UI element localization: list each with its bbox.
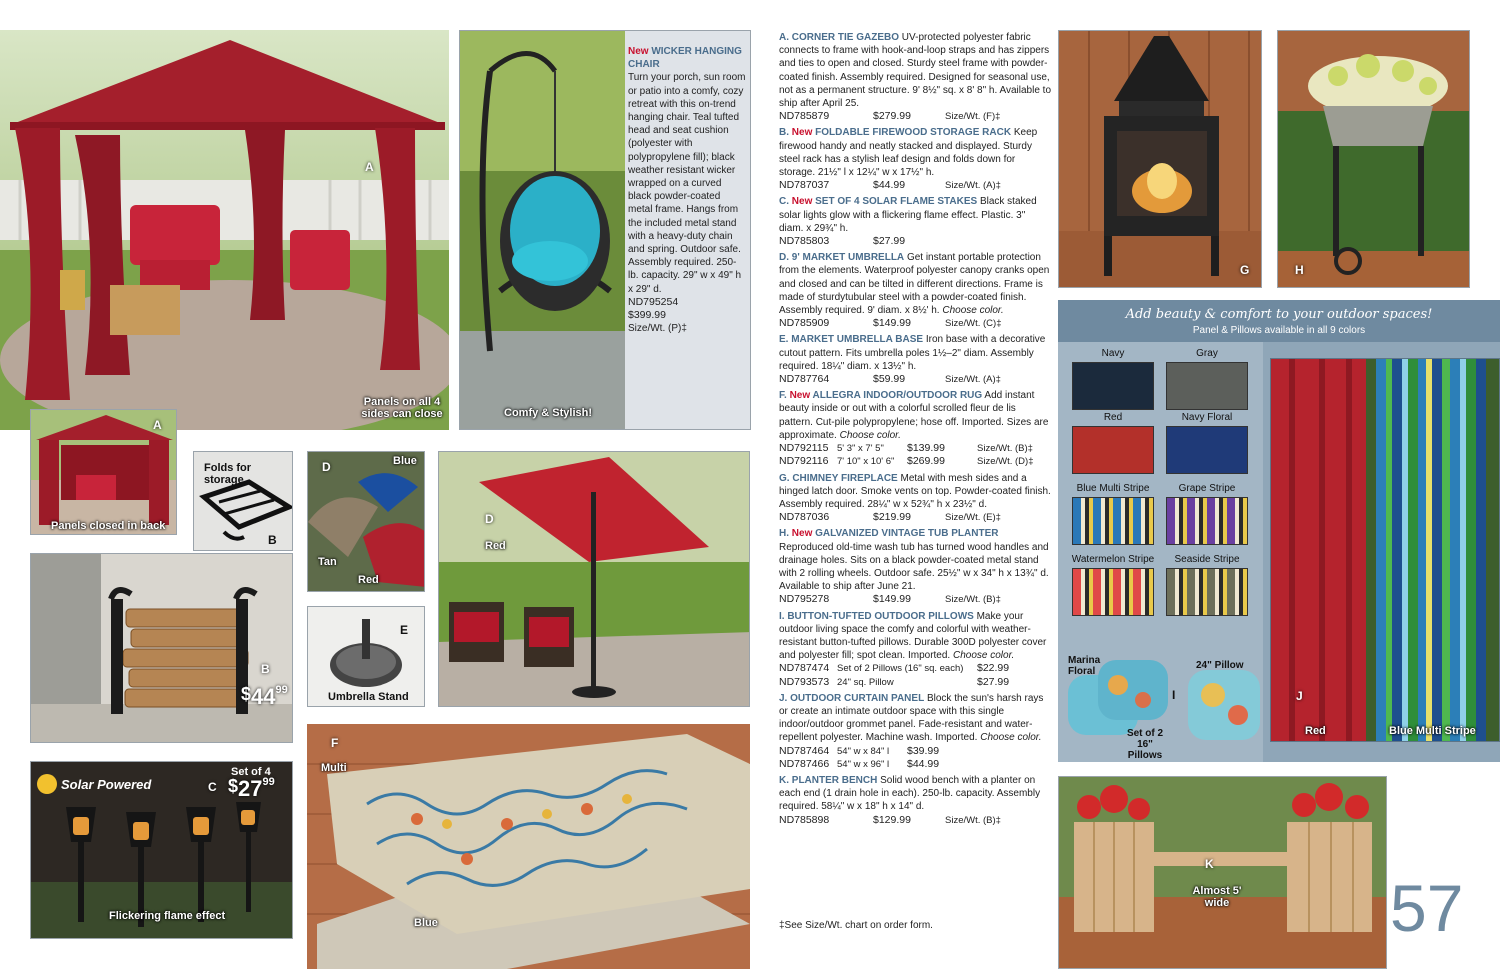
swatch-label: Watermelon Stripe bbox=[1071, 554, 1155, 565]
item-desc: UV-protected polyester fabric connects to frame with hook-and-loop straps and has zippers and ties to open and closed. Sturdy steel frame with powder-coated finish. Assembly required. Designed for seasonal use, not as a permanent structure. 9' 8½" sq. x 8' 8" h. Available to ship after April 25. bbox=[779, 32, 1052, 110]
product-item bbox=[779, 31, 1051, 123]
item-heading: D. 9' MARKET UMBRELLA bbox=[779, 252, 905, 264]
solar-photo bbox=[30, 761, 293, 939]
item-heading: C. New SET OF 4 SOLAR FLAME STAKES bbox=[779, 196, 978, 208]
chair-illustration bbox=[460, 31, 625, 430]
curtain-left-label: Red bbox=[1305, 725, 1326, 737]
swatch-subhead: Panel & Pillows available in all 9 colors bbox=[1192, 325, 1366, 336]
rug-photo bbox=[307, 724, 750, 969]
planter-photo bbox=[1277, 30, 1470, 288]
curtain-right-label: Blue Multi Stripe bbox=[1389, 725, 1476, 737]
umbrella-color-blue: Blue bbox=[393, 455, 417, 467]
chair-title: New WICKER HANGING CHAIR bbox=[628, 46, 742, 71]
umbrella-stand-photo bbox=[307, 606, 425, 707]
color-swatch[interactable] bbox=[1072, 497, 1154, 545]
fireplace-photo bbox=[1058, 30, 1262, 288]
item-choose: Choose color. bbox=[839, 429, 901, 441]
color-swatch[interactable] bbox=[1072, 568, 1154, 616]
swatch-label: Grape Stripe bbox=[1178, 483, 1236, 494]
curtain-illustration bbox=[1271, 359, 1500, 742]
product-item bbox=[779, 195, 1051, 248]
pillow-right-label: 24" Pillow bbox=[1196, 660, 1244, 671]
item-choose: Choose color. bbox=[952, 650, 1015, 662]
rug-illustration bbox=[307, 724, 750, 969]
rack-photo bbox=[30, 553, 293, 743]
color-swatch[interactable] bbox=[1072, 426, 1154, 474]
product-item bbox=[779, 527, 1051, 606]
footnote: ‡See Size/Wt. chart on order form. bbox=[779, 920, 933, 931]
swatch-label: Navy bbox=[1101, 348, 1125, 359]
sku-row: ND792115 5' 3" x 7' 5" $139.99 Size/Wt. (B)‡ bbox=[779, 442, 1033, 455]
sku-row: ND787474 Set of 2 Pillows (16" sq. each) $22.99 bbox=[779, 662, 1010, 675]
item-desc: Add instant beauty inside or out with a colorful scrolled fleur de lis pattern. Cut-pile polypropylene; hose off. Imported. Sizes are approximate. bbox=[779, 390, 1049, 441]
swatch-label: Seaside Stripe bbox=[1174, 554, 1240, 565]
item-heading: A. CORNER TIE GAZEBO bbox=[779, 32, 900, 43]
solar-badge: Solar Powered bbox=[61, 777, 152, 792]
umbrella-stand-letter: E bbox=[400, 623, 409, 637]
chair-caption: Comfy & Stylish! bbox=[504, 407, 593, 419]
gazebo-photo bbox=[0, 30, 449, 430]
chair-desc: Turn your porch, sun room or patio into a comfy, cozy retreat with this on-trend hanging chair. Teal tufted head and seat cushion (polyester with polypropylene fill); black weather resistant wicker wrapped on a curved black powder-coated metal frame. Hangs from the included metal stand with a heavy-duty chain and spring. Outdoor safe. Assembly required. 250-lb. capacity. 29" w x 49" h x 29" d. bbox=[628, 72, 746, 295]
item-heading: F. New ALLEGRA INDOOR/OUTDOOR RUG bbox=[779, 390, 983, 402]
sku-row: ND787764 $59.99 Size/Wt. (A)‡ bbox=[779, 373, 1001, 386]
umbrella-colors-photo bbox=[307, 451, 425, 592]
color-swatch[interactable] bbox=[1166, 568, 1248, 616]
bench-photo bbox=[1058, 776, 1387, 969]
bench-caption: Almost 5' wide bbox=[1192, 885, 1242, 909]
pillow-set-label: Set of 2 16" Pillows bbox=[1126, 728, 1164, 761]
swatch-label: Blue Multi Stripe bbox=[1076, 483, 1150, 494]
gazebo-small-photo bbox=[30, 409, 177, 535]
product-item bbox=[779, 774, 1051, 827]
color-swatch[interactable] bbox=[1166, 362, 1248, 410]
solar-price: $\$27^{99}$ bbox=[228, 776, 275, 801]
patio-umbrella-letter: D bbox=[485, 512, 494, 526]
sku-row: ND793573 24" sq. Pillow $27.99 bbox=[779, 675, 1010, 688]
chair-text bbox=[628, 45, 746, 335]
swatch-label: Red bbox=[1103, 412, 1123, 423]
rug-color-top: Multi bbox=[321, 762, 347, 774]
item-heading: B. New FOLDABLE FIREWOOD STORAGE RACK bbox=[779, 127, 1012, 139]
item-heading: H. New GALVANIZED VINTAGE TUB PLANTER bbox=[779, 528, 999, 540]
bench-illustration bbox=[1059, 777, 1387, 969]
swatch-panel bbox=[1058, 300, 1500, 762]
curtain-photo bbox=[1270, 358, 1500, 742]
swatch-header bbox=[1058, 300, 1500, 342]
rack-small-caption: Folds for storage bbox=[204, 462, 252, 486]
patio-umbrella-illustration bbox=[439, 452, 750, 707]
fireplace-letter: G bbox=[1240, 263, 1250, 277]
sku-row: ND787466 54" w x 96" l $44.99 bbox=[779, 757, 940, 770]
item-desc: Block the sun's harsh rays or create an intimate outdoor space with this single indoor/outdoor grommet panel. Fade-resistant and water-repellent polyester. Machine wash. Imported. bbox=[779, 692, 1044, 744]
item-choose: Choose color. bbox=[980, 732, 1042, 744]
chair-sku: ND795254 bbox=[628, 295, 679, 308]
product-item bbox=[779, 333, 1051, 386]
gazebo-letter: A bbox=[365, 160, 374, 174]
item-desc: Keep firewood handy and neatly stacked and displayed. Sturdy steel rack has a stylish leaf design and folds down for storage. 21½" l x 12¼" w x 17½" h. bbox=[779, 127, 1038, 179]
sku-row: ND787036 $219.99 Size/Wt. (E)‡ bbox=[779, 511, 1001, 524]
product-descriptions bbox=[779, 31, 1051, 830]
item-desc: Reproduced old-time wash tub has turned wood handles and drainage holes. Sits on a black powder-coated metal stand with 2 rolling wheels. Outdoor safe. 25½" w x 34" h x 13¾" d. Available to ship after June 21. bbox=[779, 541, 1049, 593]
sku-row: ND787037 $44.99 Size/Wt. (A)‡ bbox=[779, 179, 1001, 192]
item-heading: G. CHIMNEY FIREPLACE bbox=[779, 472, 898, 484]
product-item bbox=[779, 472, 1051, 525]
item-choose: Choose color. bbox=[942, 305, 1004, 317]
rug-letter: F bbox=[331, 736, 339, 750]
rack-small-letter: B bbox=[268, 533, 277, 547]
rack-price: $\$44^{99}$ bbox=[241, 684, 288, 709]
swatch-label: Gray bbox=[1196, 348, 1218, 359]
color-swatch[interactable] bbox=[1072, 362, 1154, 410]
sku-row: ND785879 $279.99 Size/Wt. (F)‡ bbox=[779, 110, 1001, 123]
sku-row: ND785898 $129.99 Size/Wt. (B)‡ bbox=[779, 813, 1001, 826]
umbrella-colors-letter: D bbox=[322, 460, 331, 474]
planter-letter: H bbox=[1295, 263, 1304, 277]
chair-panel bbox=[459, 30, 751, 430]
item-heading: I. BUTTON-TUFTED OUTDOOR PILLOWS bbox=[779, 610, 974, 622]
item-desc: Solid wood bench with a planter on each end (1 drain hole in each). 250-lb. capacity. Assembly required. 58¼" w x 18" h x 14" d. bbox=[779, 774, 1041, 813]
curtain-letter: J bbox=[1296, 689, 1303, 703]
fireplace-illustration bbox=[1059, 31, 1262, 288]
sku-row: ND795278 $149.99 Size/Wt. (B)‡ bbox=[779, 593, 1001, 606]
patio-umbrella-color: Red bbox=[485, 540, 506, 552]
umbrella-color-red: Red bbox=[358, 574, 379, 586]
sku-row: ND785803 $27.99 bbox=[779, 235, 906, 248]
item-heading: K. PLANTER BENCH bbox=[779, 774, 878, 786]
gazebo-caption: Panels on all 4 sides can close bbox=[361, 396, 443, 420]
gazebo-illustration bbox=[0, 30, 449, 430]
gazebo-small-letter: A bbox=[153, 418, 162, 432]
gazebo-small-caption: Panels closed in back bbox=[51, 520, 166, 532]
item-desc: Iron base with a decorative cutout pattern. Fits umbrella poles 1½–2" diam. Assembly required. 18¼" diam. x 13½" h. bbox=[779, 334, 1046, 372]
rack-letter: B bbox=[261, 662, 270, 676]
sku-row: ND787464 54" w x 84" l $39.99 bbox=[779, 744, 940, 757]
bench-letter: K bbox=[1205, 857, 1214, 871]
sku-row: ND785909 $149.99 Size/Wt. (C)‡ bbox=[779, 317, 1002, 330]
umbrella-stand-caption: Umbrella Stand bbox=[328, 691, 409, 703]
patio-umbrella-photo bbox=[438, 451, 750, 707]
sku-row: ND792116 7' 10" x 10' 6" $269.99 Size/Wt. (D)‡ bbox=[779, 455, 1034, 468]
rack-small-photo bbox=[193, 451, 293, 551]
planter-illustration bbox=[1278, 31, 1470, 288]
color-swatch[interactable] bbox=[1166, 497, 1248, 545]
page-number: 57 bbox=[1390, 871, 1464, 945]
item-desc: Get instant portable protection from the elements. Waterproof polyester canopy cranks open and closed and can be tilted in different directions. Frame is made of sturdytubular steel with a powder-coated finish. Assembly required. 9' diam. x 8½' h. bbox=[779, 252, 1050, 317]
product-item bbox=[779, 389, 1051, 468]
swatch-headline: Add beauty & comfort to your outdoor spaces! bbox=[1125, 307, 1433, 322]
item-desc: Black staked solar lights glow with a flickering flame effect. Plastic. 3" diam. x 29¾" h. bbox=[779, 196, 1037, 234]
product-item bbox=[779, 126, 1051, 192]
pillow-left-label: Marina Floral bbox=[1068, 655, 1101, 677]
rack-illustration bbox=[31, 554, 293, 743]
swatch-label: Navy Floral bbox=[1181, 412, 1233, 423]
product-item bbox=[779, 251, 1051, 330]
chair-price: $399.99 bbox=[628, 309, 666, 322]
color-swatch[interactable] bbox=[1166, 426, 1248, 474]
item-desc: Make your outdoor living space the comfy and colorful with weather-resistant button-tufted pillows. Durable 300D polyester cover and polyester fill; spot clean. Imported. bbox=[779, 610, 1047, 662]
solar-set-label: Set of 4 bbox=[231, 766, 271, 778]
pillow-letter: I bbox=[1172, 688, 1176, 702]
product-item bbox=[779, 692, 1051, 771]
item-desc: Metal with mesh sides and a hinged latch door. Smoke vents on top. Powder-coated finish. Assembly required. 28¼" w x 52¾" h x 23½" d. bbox=[779, 472, 1051, 510]
product-item bbox=[779, 610, 1051, 689]
rug-color-bottom: Blue bbox=[414, 917, 438, 929]
solar-caption: Flickering flame effect bbox=[109, 910, 226, 922]
item-heading: J. OUTDOOR CURTAIN PANEL bbox=[779, 692, 925, 704]
umbrella-color-tan: Tan bbox=[318, 556, 337, 568]
solar-letter: C bbox=[208, 780, 217, 794]
item-heading: E. MARKET UMBRELLA BASE bbox=[779, 334, 924, 346]
chair-size: Size/Wt. (P)‡ bbox=[628, 323, 687, 335]
